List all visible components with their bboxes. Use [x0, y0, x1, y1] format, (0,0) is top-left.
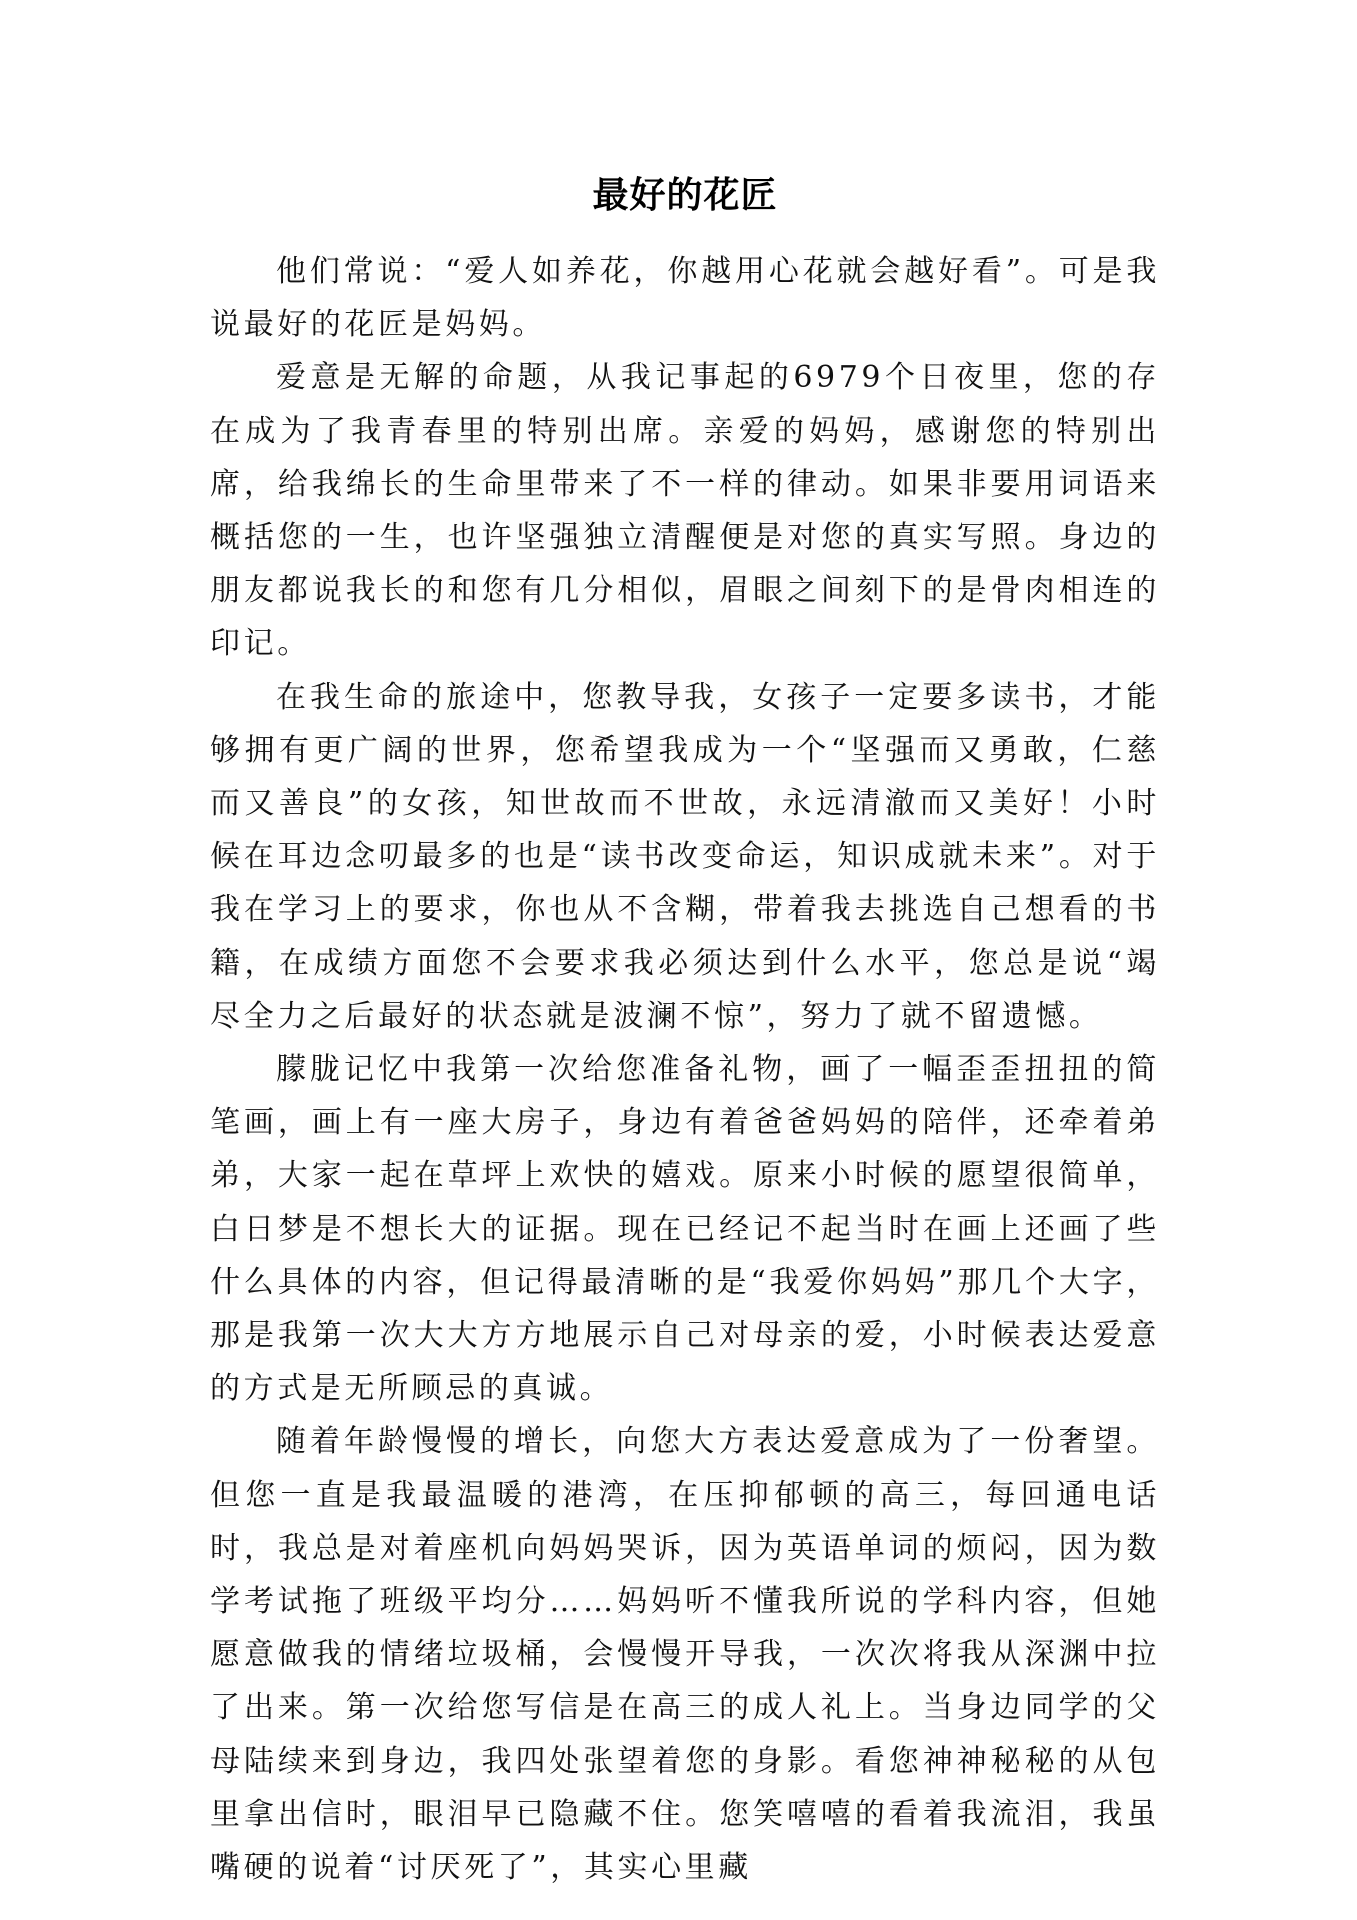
paragraph-5: 随着年龄慢慢的增长，向您大方表达爱意成为了一份奢望。但您一直是我最温暖的港湾，在压抑郁顿的高三，每回通电话时，我总是对着座机向妈妈哭诉，因为英语单词的烦闷，因为数学考试拖了班级平均分……妈妈听不懂我所说的学科内容，但她愿意做我的情绪垃圾桶，会慢慢开导我，一次次将我从深渊中拉了出来。第一次给您写信是在高三的成人礼上。当身边同学的父母陆续来到身边，我四处张望着您的身影。看您神神秘秘的从包里拿出信时，眼泪早已隐藏不住。您笑嘻嘻的看着我流泪，我虽嘴硬的说着“讨厌死了”，其实心里藏	[210, 1424, 1160, 1886]
document-title: 最好的花匠	[592, 175, 778, 216]
paragraph-1: 他们常说：“爱人如养花，你越用心花就会越好看”。可是我说最好的花匠是妈妈。	[210, 254, 1160, 343]
document-body	[210, 245, 1160, 1894]
paragraph-4: 朦胧记忆中我第一次给您准备礼物，画了一幅歪歪扭扭的简笔画，画上有一座大房子，身边有着爸爸妈妈的陪伴，还牵着弟弟，大家一起在草坪上欢快的嬉戏。原来小时候的愿望很简单，白日梦是不想长大的证据。现在已经记不起当时在画上还画了些什么具体的内容，但记得最清晰的是“我爱你妈妈”那几个大字，那是我第一次大大方方地展示自己对母亲的爱，小时候表达爱意的方式是无所顾忌的真诚。	[210, 1052, 1160, 1407]
paragraph-2: 爱意是无解的命题，从我记事起的6979个日夜里，您的存在成为了我青春里的特别出席。亲爱的妈妈，感谢您的特别出席，给我绵长的生命里带来了不一样的律动。如果非要用词语来概括您的一生，也许坚强独立清醒便是对您的真实写照。身边的朋友都说我长的和您有几分相似，眉眼之间刻下的是骨肉相连的印记。	[210, 360, 1160, 662]
document-page	[210, 0, 1160, 1920]
paragraph-3: 在我生命的旅途中，您教导我，女孩子一定要多读书，才能够拥有更广阔的世界，您希望我成为一个“坚强而又勇敢，仁慈而又善良”的女孩，知世故而不世故，永远清澈而又美好！小时候在耳边念叨最多的也是“读书改变命运，知识成就未来”。对于我在学习上的要求，你也从不含糊，带着我去挑选自己想看的书籍，在成绩方面您不会要求我必须达到什么水平，您总是说“竭尽全力之后最好的状态就是波澜不惊”，努力了就不留遗憾。	[210, 679, 1160, 1034]
